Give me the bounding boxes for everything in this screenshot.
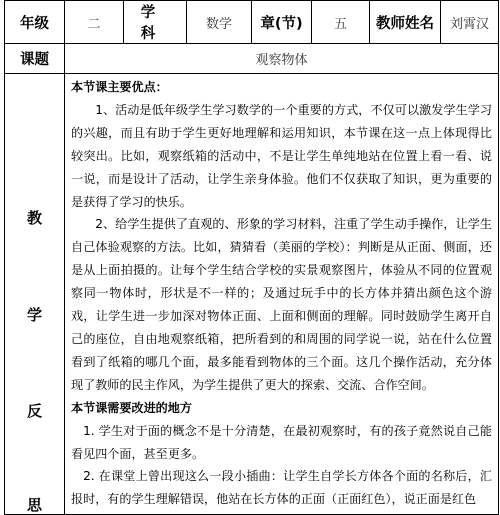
side-char-si: 思 (26, 496, 42, 514)
reflection-side-label (5, 74, 65, 515)
header-row (5, 1, 499, 44)
improvement-paragraph-2: 2. 在课堂上曾出现这么一段小插曲：让学生自学长方体各个面的名称后，汇报时，有的学生理解错误，他站在长方体的正面（正面红色），说正面是红色 (71, 469, 492, 507)
side-char-jiao: 教 (26, 209, 42, 227)
chapter-label: 章(节) (252, 1, 312, 44)
strength-paragraph-2: 2、给学生提供了直观的、形象的学习材料，注重了学生动手操作，让学生自己体验观察的方法。比如，猜猜看（美丽的学校）：判断是从正面、侧面，还是从上面拍摄的。让每个学生结合学校的实景观察图片，体验从不同的位置观察同一物体时，形状是不一样的；及通过玩手中的长方体并猜出颜色这个游戏，让学生进一步加深对物体正面、上面和侧面的理解。同时鼓励学生离开自己的座位，自由地观察纸箱，把所看到的和周围的同学说一说，站在什么位置看到了纸箱的哪几个面，最多能看到物体的三个面。这几个操作活动，充分体现了教师的民主作风，为学生提供了更大的探索、交流、合作空间。 (71, 217, 492, 392)
grade-value: 二 (65, 1, 124, 44)
subject-label: 学 科 (124, 1, 187, 44)
lesson-form-table (4, 0, 499, 515)
strength-paragraph-1: 1、活动是低年级学生学习数学的一个重要的方式，不仅可以激发学生学习的兴趣，而且有助于学生更好地理解和运用知识，本节课在这一点上体现得比较突出。比如，观察纸箱的活动中，不是让学生单纯地站在位置上看一看、说一说，而是设计了活动，让学生亲身体验。他们不仅获取了知识，更为重要的是获得了学习的快乐。 (71, 102, 492, 209)
teacher-value: 刘霄汉 (441, 1, 499, 44)
teacher-label: 教师姓名 (370, 1, 441, 44)
reflection-content (65, 74, 499, 515)
improvement-paragraph-1: 1. 学生对于面的概念不是十分清楚，在最初观察时，有的孩子竟然说自己能看见四个面，甚至更多。 (71, 423, 492, 461)
topic-label: 课题 (5, 44, 65, 74)
side-char-xue: 学 (26, 306, 42, 324)
grade-label: 年级 (5, 1, 65, 44)
strengths-heading: 本节课主要优点： (71, 80, 168, 94)
reflection-row (5, 74, 499, 515)
chapter-value: 五 (312, 1, 370, 44)
side-char-fan: 反 (26, 402, 42, 420)
topic-value: 观察物体 (65, 44, 499, 74)
topic-row (5, 44, 499, 74)
subject-value: 数学 (187, 1, 252, 44)
improve-heading: 本节课需要改进的地方 (71, 400, 192, 415)
